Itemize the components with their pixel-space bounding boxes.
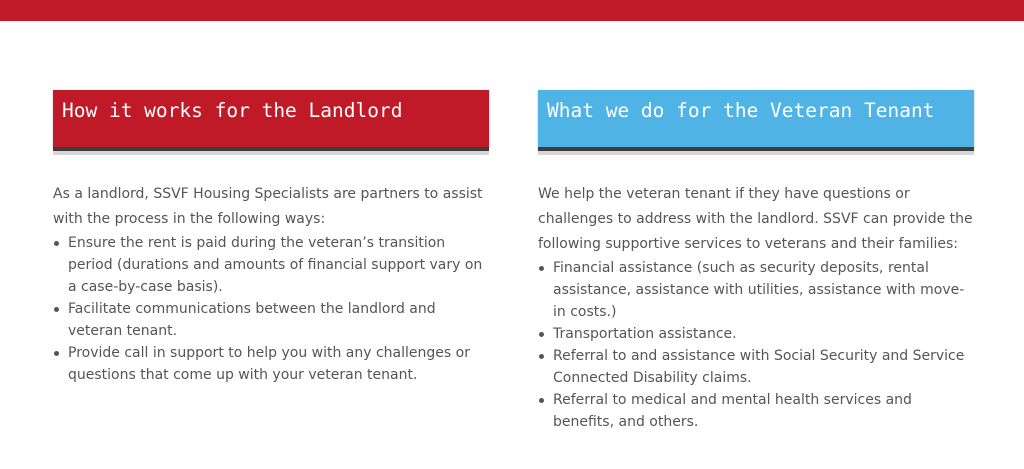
list-item: Facilitate communications between the landlord and veteran tenant. bbox=[53, 298, 489, 342]
list-item: Transportation assistance. bbox=[538, 323, 974, 345]
top-accent-bar bbox=[0, 0, 1024, 21]
list-item: Provide call in support to help you with any challenges or questions that come up with your veteran tenant. bbox=[53, 342, 489, 386]
landlord-intro: As a landlord, SSVF Housing Specialists are partners to assist with the process in the following ways: bbox=[53, 186, 483, 227]
list-item: Financial assistance (such as security deposits, rental assistance, assistance with utilities, assistance with move-in costs.) bbox=[538, 257, 974, 323]
landlord-heading-banner bbox=[53, 90, 489, 147]
tenant-heading: What we do for the Veteran Tenant bbox=[547, 99, 935, 122]
tenant-intro: We help the veteran tenant if they have questions or challenges to address with the landlord. SSVF can provide the following supportive services to veterans and their families: bbox=[538, 186, 973, 252]
tenant-heading-banner bbox=[538, 90, 974, 147]
landlord-heading: How it works for the Landlord bbox=[62, 99, 403, 122]
tenant-list bbox=[538, 257, 974, 433]
tenant-section bbox=[538, 90, 974, 433]
landlord-list bbox=[53, 232, 489, 386]
tenant-heading-rule-light bbox=[538, 151, 974, 155]
landlord-heading-rule-light bbox=[53, 151, 489, 155]
landlord-section bbox=[53, 90, 489, 386]
list-item: Referral to medical and mental health services and benefits, and others. bbox=[538, 389, 974, 433]
list-item: Referral to and assistance with Social Security and Service Connected Disability claims. bbox=[538, 345, 974, 389]
list-item: Ensure the rent is paid during the veteran’s transition period (durations and amounts of financial support vary on a case-by-case basis). bbox=[53, 232, 489, 298]
